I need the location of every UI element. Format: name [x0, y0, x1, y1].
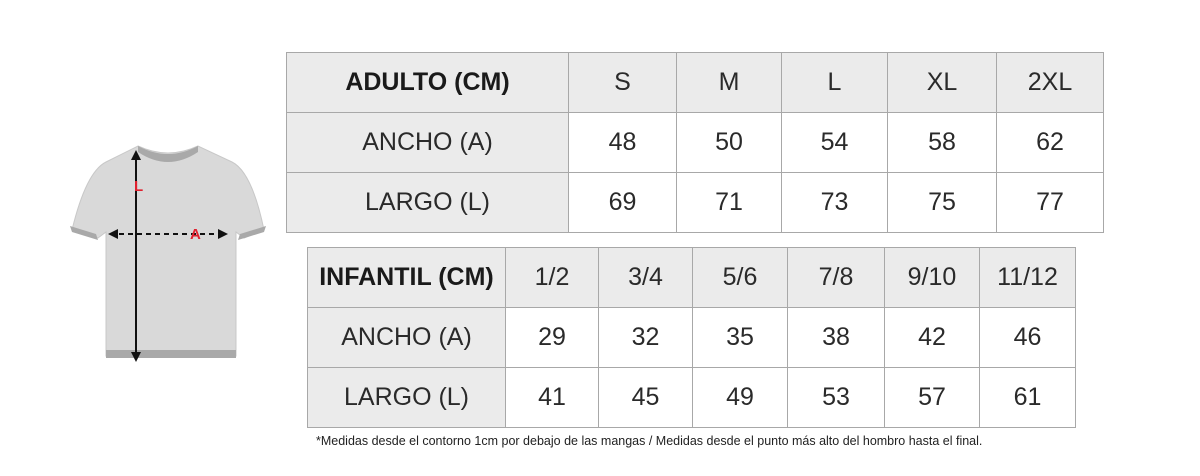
width-marker: A	[190, 226, 201, 243]
table-cell: 58	[888, 113, 997, 173]
adult-size-xl: XL	[888, 53, 997, 113]
table-cell: 73	[782, 173, 888, 233]
adult-table-title: ADULTO (CM)	[287, 53, 569, 113]
child-size-11-12: 11/12	[980, 248, 1076, 308]
row-label: ANCHO (A)	[308, 308, 506, 368]
footnote: *Medidas desde el contorno 1cm por debajo de las mangas / Medidas desde el punto más alto del hombro hasta el final.	[316, 434, 983, 448]
row-label: LARGO (L)	[308, 368, 506, 428]
table-cell: 32	[599, 308, 693, 368]
table-cell: 61	[980, 368, 1076, 428]
table-cell: 71	[677, 173, 782, 233]
table-cell: 69	[569, 173, 677, 233]
table-cell: 50	[677, 113, 782, 173]
table-cell: 49	[693, 368, 788, 428]
adult-size-l: L	[782, 53, 888, 113]
table-cell: 57	[885, 368, 980, 428]
child-size-1-2: 1/2	[506, 248, 599, 308]
child-size-7-8: 7/8	[788, 248, 885, 308]
row-label: ANCHO (A)	[287, 113, 569, 173]
adult-width-row	[287, 113, 1104, 173]
adult-size-s: S	[569, 53, 677, 113]
child-header-row	[308, 248, 1076, 308]
table-cell: 46	[980, 308, 1076, 368]
table-cell: 42	[885, 308, 980, 368]
adult-size-2xl: 2XL	[997, 53, 1104, 113]
adult-size-table	[286, 52, 1104, 233]
child-length-row	[308, 368, 1076, 428]
child-size-3-4: 3/4	[599, 248, 693, 308]
child-table-title: INFANTIL (CM)	[308, 248, 506, 308]
table-cell: 45	[599, 368, 693, 428]
adult-size-m: M	[677, 53, 782, 113]
adult-header-row	[287, 53, 1104, 113]
child-size-9-10: 9/10	[885, 248, 980, 308]
table-cell: 41	[506, 368, 599, 428]
child-size-5-6: 5/6	[693, 248, 788, 308]
child-size-table	[307, 247, 1076, 428]
table-cell: 62	[997, 113, 1104, 173]
table-cell: 77	[997, 173, 1104, 233]
table-cell: 75	[888, 173, 997, 233]
tshirt-body	[72, 146, 264, 356]
table-cell: 29	[506, 308, 599, 368]
tshirt-hem	[106, 350, 236, 358]
table-cell: 35	[693, 308, 788, 368]
table-cell: 38	[788, 308, 885, 368]
child-width-row	[308, 308, 1076, 368]
row-label: LARGO (L)	[287, 173, 569, 233]
length-marker: L	[134, 178, 144, 195]
table-cell: 48	[569, 113, 677, 173]
adult-length-row	[287, 173, 1104, 233]
tshirt-diagram	[66, 138, 270, 368]
table-cell: 54	[782, 113, 888, 173]
table-cell: 53	[788, 368, 885, 428]
